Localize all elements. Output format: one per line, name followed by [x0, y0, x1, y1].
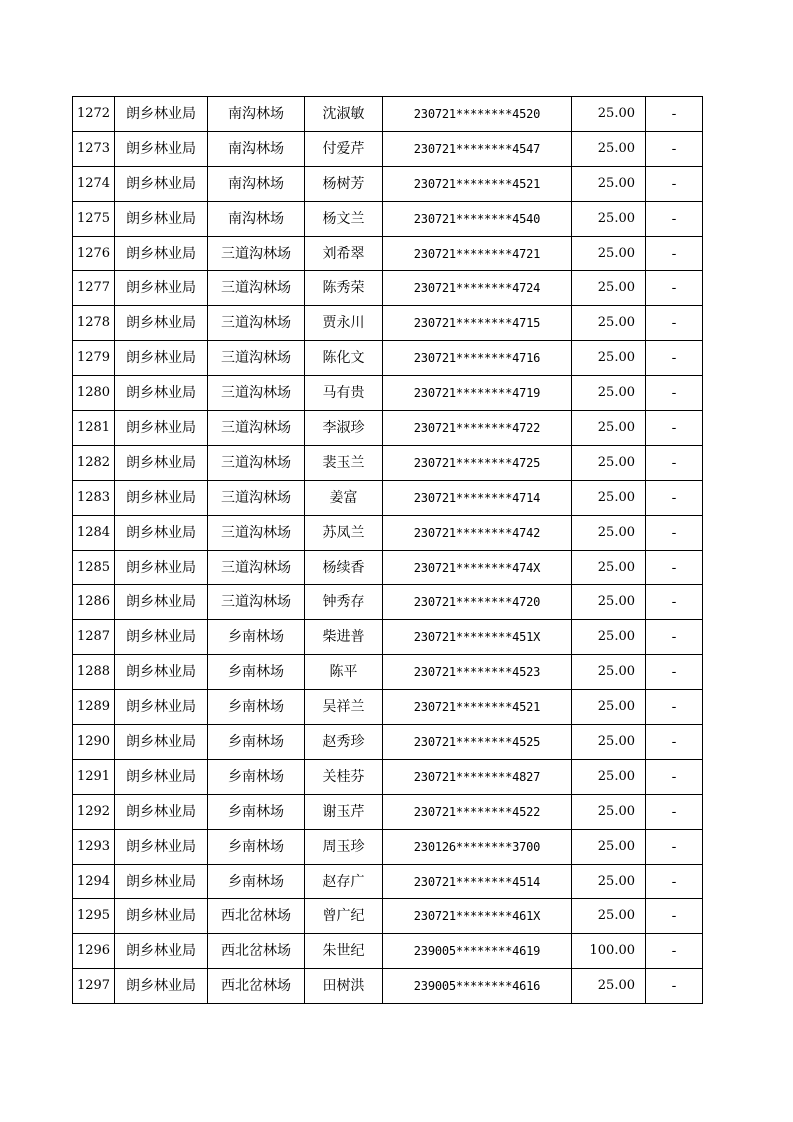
id-number-cell: 230721********4724 — [383, 271, 572, 306]
note-cell: - — [646, 759, 703, 794]
row-number-cell: 1279 — [73, 341, 115, 376]
amount-cell: 25.00 — [572, 725, 646, 760]
bureau-cell: 朗乡林业局 — [115, 411, 208, 446]
amount-cell: 25.00 — [572, 341, 646, 376]
row-number-cell: 1283 — [73, 480, 115, 515]
amount-cell: 25.00 — [572, 585, 646, 620]
bureau-cell: 朗乡林业局 — [115, 794, 208, 829]
note-cell: - — [646, 655, 703, 690]
farm-cell: 三道沟林场 — [208, 515, 305, 550]
person-name-cell: 李淑珍 — [305, 411, 383, 446]
farm-cell: 三道沟林场 — [208, 445, 305, 480]
id-number-cell: 230721********451X — [383, 620, 572, 655]
note-cell: - — [646, 620, 703, 655]
row-number-cell: 1275 — [73, 201, 115, 236]
note-cell: - — [646, 934, 703, 969]
farm-cell: 三道沟林场 — [208, 306, 305, 341]
id-number-cell: 230721********4547 — [383, 131, 572, 166]
amount-cell: 25.00 — [572, 620, 646, 655]
table-row — [73, 550, 703, 585]
farm-cell: 西北岔林场 — [208, 934, 305, 969]
bureau-cell: 朗乡林业局 — [115, 201, 208, 236]
person-name-cell: 柴进普 — [305, 620, 383, 655]
person-name-cell: 朱世纪 — [305, 934, 383, 969]
id-number-cell: 230721********4521 — [383, 690, 572, 725]
table-row — [73, 620, 703, 655]
amount-cell: 25.00 — [572, 794, 646, 829]
id-number-cell: 230721********4715 — [383, 306, 572, 341]
amount-cell: 25.00 — [572, 411, 646, 446]
bureau-cell: 朗乡林业局 — [115, 376, 208, 411]
row-number-cell: 1276 — [73, 236, 115, 271]
row-number-cell: 1288 — [73, 655, 115, 690]
row-number-cell: 1272 — [73, 97, 115, 132]
note-cell: - — [646, 411, 703, 446]
table-row — [73, 236, 703, 271]
note-cell: - — [646, 271, 703, 306]
table-row — [73, 201, 703, 236]
bureau-cell: 朗乡林业局 — [115, 829, 208, 864]
note-cell: - — [646, 131, 703, 166]
row-number-cell: 1296 — [73, 934, 115, 969]
farm-cell: 南沟林场 — [208, 201, 305, 236]
table-row — [73, 306, 703, 341]
farm-cell: 南沟林场 — [208, 97, 305, 132]
bureau-cell: 朗乡林业局 — [115, 480, 208, 515]
bureau-cell: 朗乡林业局 — [115, 341, 208, 376]
person-name-cell: 杨树芳 — [305, 166, 383, 201]
note-cell: - — [646, 480, 703, 515]
amount-cell: 25.00 — [572, 131, 646, 166]
amount-cell: 25.00 — [572, 97, 646, 132]
person-name-cell: 姜富 — [305, 480, 383, 515]
table-row — [73, 515, 703, 550]
bureau-cell: 朗乡林业局 — [115, 655, 208, 690]
amount-cell: 25.00 — [572, 201, 646, 236]
amount-cell: 25.00 — [572, 969, 646, 1004]
bureau-cell: 朗乡林业局 — [115, 515, 208, 550]
table-row — [73, 725, 703, 760]
note-cell: - — [646, 97, 703, 132]
table-row — [73, 341, 703, 376]
farm-cell: 三道沟林场 — [208, 376, 305, 411]
amount-cell: 25.00 — [572, 480, 646, 515]
person-name-cell: 陈平 — [305, 655, 383, 690]
note-cell: - — [646, 236, 703, 271]
note-cell: - — [646, 201, 703, 236]
farm-cell: 乡南林场 — [208, 655, 305, 690]
farm-cell: 南沟林场 — [208, 166, 305, 201]
bureau-cell: 朗乡林业局 — [115, 166, 208, 201]
id-number-cell: 230721********4540 — [383, 201, 572, 236]
person-name-cell: 吴祥兰 — [305, 690, 383, 725]
table-row — [73, 271, 703, 306]
amount-cell: 25.00 — [572, 829, 646, 864]
id-number-cell: 230721********4520 — [383, 97, 572, 132]
id-number-cell: 230721********4827 — [383, 759, 572, 794]
id-number-cell: 230721********4719 — [383, 376, 572, 411]
row-number-cell: 1281 — [73, 411, 115, 446]
row-number-cell: 1274 — [73, 166, 115, 201]
table-row — [73, 690, 703, 725]
row-number-cell: 1289 — [73, 690, 115, 725]
table-row — [73, 899, 703, 934]
note-cell: - — [646, 829, 703, 864]
farm-cell: 南沟林场 — [208, 131, 305, 166]
table-row — [73, 411, 703, 446]
row-number-cell: 1277 — [73, 271, 115, 306]
farm-cell: 三道沟林场 — [208, 341, 305, 376]
bureau-cell: 朗乡林业局 — [115, 97, 208, 132]
note-cell: - — [646, 794, 703, 829]
amount-cell: 25.00 — [572, 376, 646, 411]
person-name-cell: 马有贵 — [305, 376, 383, 411]
bureau-cell: 朗乡林业局 — [115, 934, 208, 969]
farm-cell: 三道沟林场 — [208, 480, 305, 515]
amount-cell: 25.00 — [572, 166, 646, 201]
amount-cell: 25.00 — [572, 271, 646, 306]
id-number-cell: 230721********4523 — [383, 655, 572, 690]
row-number-cell: 1286 — [73, 585, 115, 620]
row-number-cell: 1285 — [73, 550, 115, 585]
farm-cell: 三道沟林场 — [208, 271, 305, 306]
id-number-cell: 230721********4721 — [383, 236, 572, 271]
row-number-cell: 1293 — [73, 829, 115, 864]
table-row — [73, 445, 703, 480]
amount-cell: 25.00 — [572, 690, 646, 725]
table-row — [73, 480, 703, 515]
person-name-cell: 杨续香 — [305, 550, 383, 585]
bureau-cell: 朗乡林业局 — [115, 550, 208, 585]
row-number-cell: 1273 — [73, 131, 115, 166]
amount-cell: 25.00 — [572, 759, 646, 794]
id-number-cell: 230721********4525 — [383, 725, 572, 760]
id-number-cell: 230721********4722 — [383, 411, 572, 446]
id-number-cell: 239005********4616 — [383, 969, 572, 1004]
id-number-cell: 230126********3700 — [383, 829, 572, 864]
amount-cell: 25.00 — [572, 655, 646, 690]
row-number-cell: 1292 — [73, 794, 115, 829]
person-name-cell: 关桂芬 — [305, 759, 383, 794]
row-number-cell: 1282 — [73, 445, 115, 480]
id-number-cell: 230721********4514 — [383, 864, 572, 899]
farm-cell: 三道沟林场 — [208, 550, 305, 585]
bureau-cell: 朗乡林业局 — [115, 725, 208, 760]
note-cell: - — [646, 445, 703, 480]
id-number-cell: 230721********4742 — [383, 515, 572, 550]
note-cell: - — [646, 306, 703, 341]
row-number-cell: 1291 — [73, 759, 115, 794]
id-number-cell: 230721********4522 — [383, 794, 572, 829]
bureau-cell: 朗乡林业局 — [115, 969, 208, 1004]
person-name-cell: 赵存广 — [305, 864, 383, 899]
id-number-cell: 230721********4521 — [383, 166, 572, 201]
person-name-cell: 周玉珍 — [305, 829, 383, 864]
person-name-cell: 陈化文 — [305, 341, 383, 376]
person-name-cell: 曾广纪 — [305, 899, 383, 934]
id-number-cell: 230721********4716 — [383, 341, 572, 376]
id-number-cell: 230721********4725 — [383, 445, 572, 480]
table-row — [73, 829, 703, 864]
person-name-cell: 钟秀存 — [305, 585, 383, 620]
bureau-cell: 朗乡林业局 — [115, 445, 208, 480]
row-number-cell: 1278 — [73, 306, 115, 341]
bureau-cell: 朗乡林业局 — [115, 131, 208, 166]
roster-table-body — [73, 97, 703, 1004]
note-cell: - — [646, 899, 703, 934]
farm-cell: 西北岔林场 — [208, 969, 305, 1004]
table-row — [73, 794, 703, 829]
amount-cell: 25.00 — [572, 445, 646, 480]
table-row — [73, 759, 703, 794]
amount-cell: 25.00 — [572, 306, 646, 341]
amount-cell: 25.00 — [572, 236, 646, 271]
table-row — [73, 376, 703, 411]
note-cell: - — [646, 725, 703, 760]
person-name-cell: 杨文兰 — [305, 201, 383, 236]
note-cell: - — [646, 585, 703, 620]
table-row — [73, 655, 703, 690]
note-cell: - — [646, 550, 703, 585]
id-number-cell: 230721********4720 — [383, 585, 572, 620]
person-name-cell: 刘希翠 — [305, 236, 383, 271]
row-number-cell: 1280 — [73, 376, 115, 411]
table-row — [73, 969, 703, 1004]
farm-cell: 西北岔林场 — [208, 899, 305, 934]
bureau-cell: 朗乡林业局 — [115, 271, 208, 306]
bureau-cell: 朗乡林业局 — [115, 864, 208, 899]
id-number-cell: 230721********474X — [383, 550, 572, 585]
row-number-cell: 1284 — [73, 515, 115, 550]
farm-cell: 乡南林场 — [208, 690, 305, 725]
amount-cell: 25.00 — [572, 550, 646, 585]
table-row — [73, 934, 703, 969]
person-name-cell: 付爱芹 — [305, 131, 383, 166]
table-row — [73, 97, 703, 132]
person-name-cell: 苏凤兰 — [305, 515, 383, 550]
table-row — [73, 166, 703, 201]
id-number-cell: 230721********4714 — [383, 480, 572, 515]
farm-cell: 乡南林场 — [208, 794, 305, 829]
table-row — [73, 131, 703, 166]
note-cell: - — [646, 166, 703, 201]
amount-cell: 25.00 — [572, 899, 646, 934]
farm-cell: 乡南林场 — [208, 864, 305, 899]
row-number-cell: 1294 — [73, 864, 115, 899]
bureau-cell: 朗乡林业局 — [115, 759, 208, 794]
person-name-cell: 赵秀珍 — [305, 725, 383, 760]
row-number-cell: 1287 — [73, 620, 115, 655]
person-name-cell: 谢玉芹 — [305, 794, 383, 829]
note-cell: - — [646, 969, 703, 1004]
farm-cell: 三道沟林场 — [208, 585, 305, 620]
table-row — [73, 585, 703, 620]
person-name-cell: 沈淑敏 — [305, 97, 383, 132]
row-number-cell: 1290 — [73, 725, 115, 760]
note-cell: - — [646, 376, 703, 411]
amount-cell: 25.00 — [572, 864, 646, 899]
bureau-cell: 朗乡林业局 — [115, 620, 208, 655]
person-name-cell: 陈秀荣 — [305, 271, 383, 306]
row-number-cell: 1297 — [73, 969, 115, 1004]
bureau-cell: 朗乡林业局 — [115, 899, 208, 934]
amount-cell: 100.00 — [572, 934, 646, 969]
farm-cell: 三道沟林场 — [208, 411, 305, 446]
farm-cell: 乡南林场 — [208, 620, 305, 655]
farm-cell: 三道沟林场 — [208, 236, 305, 271]
id-number-cell: 239005********4619 — [383, 934, 572, 969]
roster-table — [72, 96, 703, 1004]
farm-cell: 乡南林场 — [208, 829, 305, 864]
person-name-cell: 田树洪 — [305, 969, 383, 1004]
table-row — [73, 864, 703, 899]
bureau-cell: 朗乡林业局 — [115, 306, 208, 341]
farm-cell: 乡南林场 — [208, 725, 305, 760]
row-number-cell: 1295 — [73, 899, 115, 934]
bureau-cell: 朗乡林业局 — [115, 690, 208, 725]
bureau-cell: 朗乡林业局 — [115, 236, 208, 271]
note-cell: - — [646, 341, 703, 376]
person-name-cell: 贾永川 — [305, 306, 383, 341]
amount-cell: 25.00 — [572, 515, 646, 550]
person-name-cell: 裴玉兰 — [305, 445, 383, 480]
bureau-cell: 朗乡林业局 — [115, 585, 208, 620]
note-cell: - — [646, 690, 703, 725]
farm-cell: 乡南林场 — [208, 759, 305, 794]
note-cell: - — [646, 864, 703, 899]
note-cell: - — [646, 515, 703, 550]
id-number-cell: 230721********461X — [383, 899, 572, 934]
